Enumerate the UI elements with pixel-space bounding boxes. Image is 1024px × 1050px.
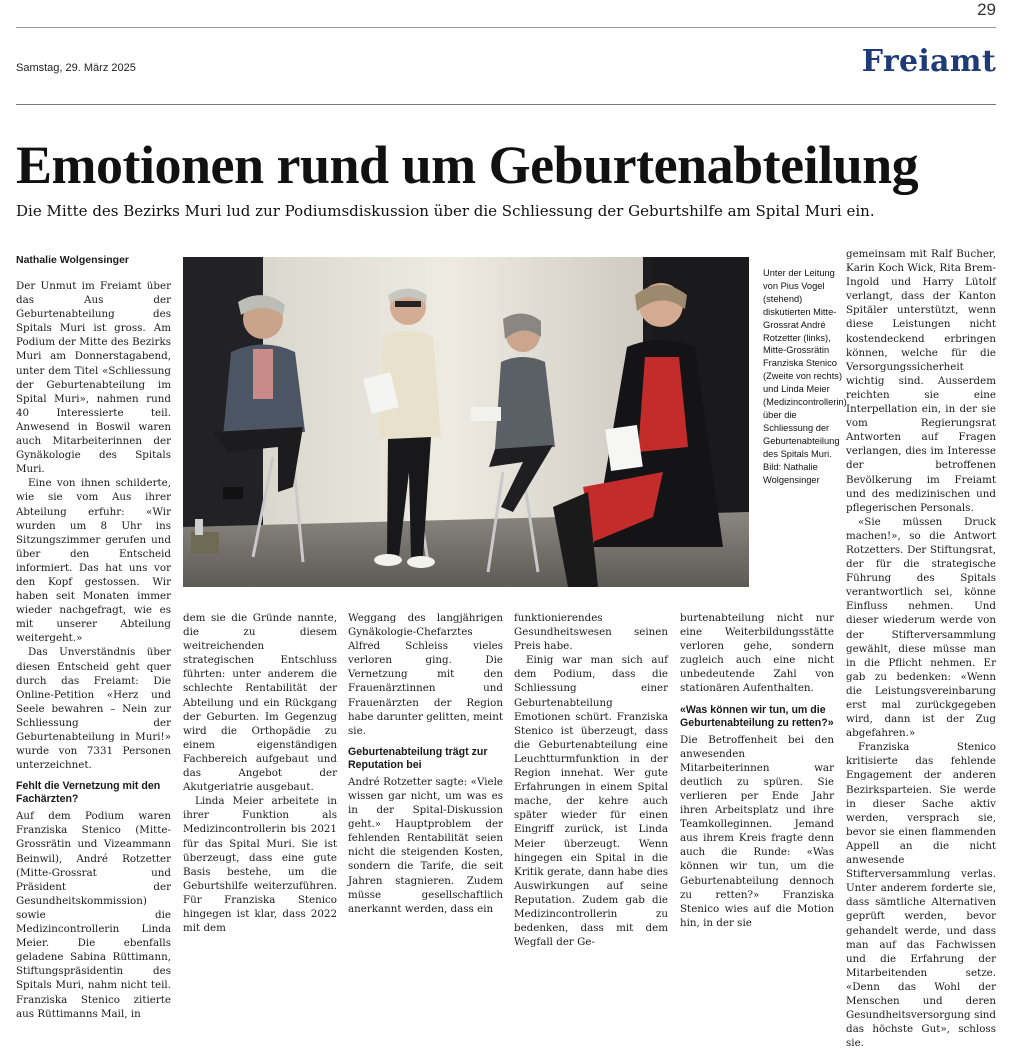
subheading: Fehlt die Vernetzung mit den Fachärzten? [16, 780, 161, 806]
podium-photo-image [183, 257, 749, 587]
photo-caption [763, 267, 847, 486]
podium-photo [183, 257, 749, 587]
article-column-5 [680, 611, 834, 929]
paragraph: burtenabteilung nicht nur eine Weiterbildungsstätte verloren gehe, sondern zugleich auch eine nicht unbedeutende Zahl von stationären Aufenthalten. [680, 612, 834, 695]
article-subtitle: Die Mitte des Bezirks Muri lud zur Podiumsdiskussion über die Schliessung der Geburtshilfe am Spital Muri ein. [16, 202, 875, 220]
subheading: «Was können wir tun, um die Geburtenabteilung zu retten?» [680, 703, 834, 729]
article-column-1 [16, 279, 171, 1020]
paragraph: «Sie müssen Druck machen!», so die Antwort Rotzetters. Der Stiftungsrat, der für die strategische Führung des Spitals verantwortlich sei, könne Einfluss nehmen. Und dieser wiederum werde von der Stifterversammlung gewählt, diese müsse man in die Pflicht nehmen. Er gab zu bedenken: «Wenn die Leistungsvereinbarung erst mal zurückgegeben wird, dann ist der Zug abgefahren.» [846, 515, 996, 740]
paragraph: Eine von ihnen schilderte, wie sie vom Aus ihrer Abteilung erfuhr: «Wir wurden um 8 Uhr ins Sitzungszimmer gerufen und über den Entscheid informiert. Das hat uns vor den Kopf gestossen. Wir haben seit Monaten immer wieder nachgefragt, wie es mit unserer Abteilung weitergeht.» [16, 477, 171, 645]
paragraph: gemeinsam mit Ralf Bucher, Karin Koch Wick, Rita Brem-Ingold und Harry Lütolf verlangt, dass der Kanton Spitäler unterstützt, wenn diese Leistungen nicht kostendeckend erbringen können, welche für die Versorgungssicherheit wichtig sind. Ausserdem reichten sie eine Interpellation ein, in der sie vom Regierungsrat Antworten auf Fragen verlangen, dies im Interesse der betroffenen Bevölkerung im Freiamt und des medizinischen und pflegerischen Personals. [846, 248, 996, 514]
article-column-4 [514, 611, 668, 949]
issue-date: Samstag, 29. März 2025 [16, 62, 136, 74]
paragraph: Einig war man sich auf dem Podium, dass die Schliessung einer Geburtenabteilung Emotionen schürt. Franziska Stenico ist überzeugt, dass die Geburtenabteilung eine Leuchtturmfunktion in der Region innehat. Wer gute Erfahrungen in einem Spital mache, der kehre auch später wieder für einen Eingriff zurück, ist Linda Meier überzeugt. Wenn hingegen ein Spital in die Kritik gerate, dann habe dies Auswirkungen auf seine Reputation. Zudem gab die Medizincontrollerin zu bedenken, dass mit dem Wegfall der Ge- [514, 654, 668, 949]
paragraph: Das Unverständnis über diesen Entscheid geht quer durch das Freiamt: Die Online-Petition «Herz und Seele bewahren – Nein zur Schliessung der Geburtenabteilung in Muri!» wurde von 7331 Personen unterzeichnet. [16, 646, 171, 772]
paragraph: Linda Meier arbeitete in ihrer Funktion als Medizincontrollerin bis 2021 für das Spital Muri. Sie ist überzeugt, dass eine gute Basis bestehe, um die Geburtshilfe weiterzuführen. Für Franziska Stenico hingegen ist klar, dass 2022 mit dem [183, 795, 337, 935]
article-headline: Emotionen rund um Geburtenabteilung [16, 135, 919, 195]
article-column-6 [846, 247, 996, 1050]
article-author: Nathalie Wolgensinger [16, 254, 129, 266]
paragraph: Franziska Stenico kritisierte das fehlende Engagement der anderen Bezirksparteien. Sie werde in dieser Sache aktiv werden, versprach sie, bevor sie einen flammenden Appell an die nicht anwesende Stifterversammlung verlas. Unter anderem forderte sie, dass sämtliche Alternativen geprüft werden, bevor gehandelt werde, und dass man auf das Fachwissen und die Erfahrung der Mitarbeitenden setze. «Denn das Wohl der Menschen und deren Gesundheitsversorgung sind das höchste Gut», schloss sie. [846, 741, 996, 1050]
paragraph: Weggang des langjährigen Gynäkologie-Chefarztes Alfred Schleiss vieles verloren ging. Die Vernetzung mit den Frauenärztinnen und Frauenärzten der Region habe darunter gelitten, meint sie. [348, 612, 503, 737]
article-column-2 [183, 611, 337, 935]
paragraph: Der Unmut im Freiamt über das Aus der Geburtenabteilung des Spitals Muri ist gross. Am Podium der Mitte des Bezirks Muri am Donnerstagabend, unter dem Titel «Schliessung der Geburtenabteilung im Spital Muri», nahmen rund 40 Interessierte teil. Anwesend in Boswil waren auch Mitarbeiterinnen der Gynäkologie des Spitals Muri. [16, 280, 171, 476]
paragraph: dem sie die Gründe nannte, die zu diesem weitreichenden strategischen Entschluss führten: unter anderem die schlechte Rentabilität der Abteilung und ein Rückgang der Geburten. Im Gegenzug wird die Orthopädie zu einem eigenständigen Fachbereich aufgebaut und das Angebot der Akutgeriatrie ausgebaut. [183, 612, 337, 794]
page-number: 29 [977, 0, 996, 19]
section-title: Freiamt [861, 44, 996, 79]
photo-credit: Bild: Nathalie Wolgensinger [763, 461, 820, 485]
subheading: Geburtenabteilung trägt zur Reputation bei [348, 745, 488, 771]
top-rule [16, 27, 996, 28]
paragraph: Die Betroffenheit bei den anwesenden Mitarbeiterinnen war deutlich zu spüren. Sie verlieren per Ende Jahr ihren Arbeitsplatz und ihre Teamkolleginnen. Jemand aus ihrem Kreis fragte denn auch die Runde: «Was können wir tun, um die Geburtenabteilung dennoch zu retten?» Franziska Stenico wies auf die Motion hin, in der sie [680, 733, 834, 929]
paragraph: André Rotzetter sagte: «Viele wissen gar nicht, um was es in der Spital-Diskussion geht.» Hauptproblem der fehlenden Rentabilität seien nicht die steigenden Kosten, sondern die Tarife, die seit Jahren stagnieren. Zudem müsse gesellschaftlich anerkannt werden, dass ein [348, 775, 503, 915]
paragraph: funktionierendes Gesundheitswesen seinen Preis habe. [514, 612, 668, 653]
paragraph: Auf dem Podium waren Franziska Stenico (Mitte-Grossrätin und Vizeammann Beinwil), André Rotzetter (Mitte-Grossrat und Präsident der Gesundheitskommission) sowie die Medizincontrollerin Linda Meier. Die ebenfalls geladene Sabina Rüttimann, Stiftungspräsidentin des Spitals Muri, nahm nicht teil. Franziska Stenico zitierte aus Rüttimanns Mail, in [16, 810, 171, 1020]
header-rule [16, 104, 996, 105]
article-column-3 [348, 611, 503, 915]
caption-text: Unter der Leitung von Pius Vogel (stehend) diskutierten Mitte-Grossrat André Rotzetter (links), Mitte-Grossrätin Franziska Stenico (Zweite von rechts) und Linda Meier (Medizincontrollerin) über die Schliessung der Geburtenabteilung des Spitals Muri. [763, 268, 847, 459]
